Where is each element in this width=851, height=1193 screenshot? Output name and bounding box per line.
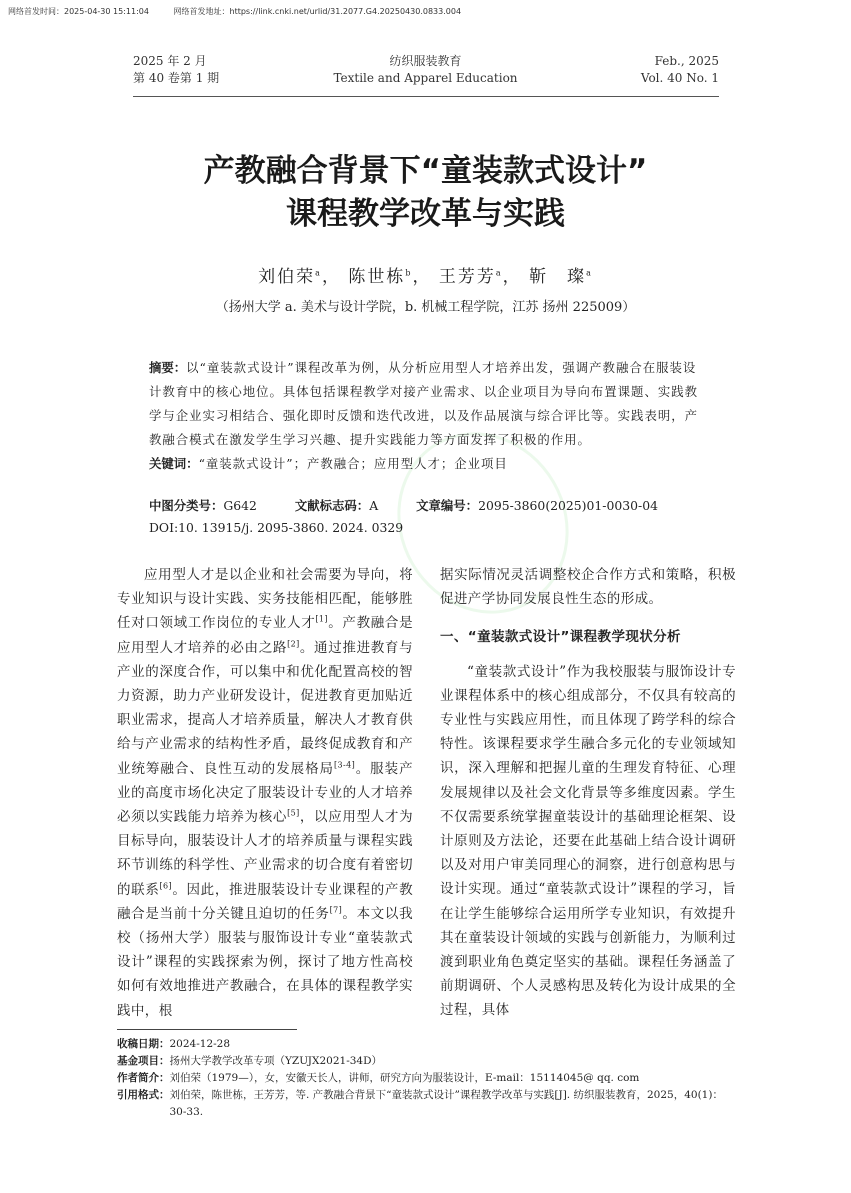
- keywords: [149, 452, 701, 476]
- header-date-cn: 2025 年 2 月: [133, 54, 207, 68]
- author-separator: ，: [502, 267, 522, 287]
- online-url: 网络首发地址：https://link.cnki.net/urlid/31.2077.G4.20250430.0833.004: [173, 7, 462, 16]
- body-text: 。因此，推进服装设计专业课程的产教融合是当前十分关键且迫切的任务: [117, 881, 413, 922]
- footnote-rule: [117, 1029, 297, 1030]
- citation-ref[interactable]: [1]: [315, 614, 328, 624]
- citation-ref[interactable]: [5]: [287, 808, 300, 818]
- title-line-1: 产教融合背景下“童装款式设计”: [203, 153, 648, 189]
- footnote-author: [117, 1070, 737, 1087]
- header-volume-cn: 第 40 卷第 1 期: [133, 71, 220, 85]
- citation-ref[interactable]: [6]: [159, 881, 173, 891]
- body-paragraph: “童装款式设计”作为我校服装与服饰设计专业课程体系中的核心组成部分，不仅具有较高的专业性与实践应用性，而且体现了跨学科的综合特性。该课程要求学生融合多元化的专业领域知识，深入理解和把握儿童的生理发育特征、心理发展规律以及社会文化背景等多维度因素。学生不仅需要系统掌握童装设计的基础理论框架、设计原则及方法论，还要在此基础上结合设计调研以及对用户审美同理心的洞察，进行创意构思与设计实现。通过“童装款式设计”课程的学习，旨在让学生能够综合运用所学专业知识，有效提升其在童装设计领域的实践与创新能力，为顺利过渡到职业角色奠定坚实的基础。课程任务涵盖了前期调研、个人灵感构思及转化为设计成果的全过程，具体: [440, 663, 736, 1019]
- body-paragraph: [117, 563, 413, 1023]
- paper-title: [0, 150, 851, 236]
- footnote-value: 刘伯荣，陈世栋，王芳芳，等. 产教融合背景下“童装款式设计”课程教学改革与实践[J]. 纺织服装教育，2025，40(1)：30-33.: [169, 1089, 723, 1118]
- journal-name-en: Textile and Apparel Education: [333, 71, 518, 85]
- header-center: [0, 53, 851, 87]
- header-volume-en: Vol. 40 No. 1: [640, 71, 719, 85]
- header-right: [641, 53, 719, 87]
- body-column-left: [117, 563, 413, 1023]
- article-no-value: 2095-3860(2025)01-0030-04: [478, 498, 658, 513]
- body-text: 应用型人才是以企业和社会需要为导向，将专业知识与设计实践、实务技能相匹配，能够胜任对口领域工作岗位的专业人才: [117, 567, 413, 632]
- footnotes: [117, 1036, 737, 1121]
- author-affil-mark: a: [315, 268, 322, 278]
- doc-code-value: A: [369, 498, 379, 513]
- classification-row: [149, 495, 709, 517]
- footnote-value: 扬州大学教学改革专项（YZUJX2021-34D）: [169, 1055, 383, 1067]
- online-publication-info: [8, 6, 483, 17]
- footnote-label: 基金项目：: [117, 1055, 170, 1067]
- doc-code-label: 文献标志码：: [294, 498, 370, 513]
- author-name: 刘伯荣: [258, 267, 316, 287]
- footnote-label: 收稿日期：: [117, 1038, 170, 1050]
- abstract-block: [149, 356, 701, 476]
- author-name: 靳 璨: [529, 267, 587, 287]
- footnote-value: 2024-12-28: [169, 1038, 231, 1050]
- author-name: 陈世栋: [348, 267, 406, 287]
- author-affil-mark: a: [495, 268, 503, 278]
- article-no-label: 文章编号：: [416, 498, 479, 513]
- clc-value: G642: [223, 498, 257, 513]
- author-list: [0, 262, 851, 287]
- body-text: ，以应用型人才为目标导向，服装设计人才的培养质量与课程实践环节训练的科学性、产业需求的切合度有着密切的联系: [117, 809, 413, 898]
- citation-ref[interactable]: [3-4]: [334, 760, 356, 770]
- abstract: [149, 356, 701, 452]
- affiliation: （扬州大学 a. 美术与设计学院，b. 机械工程学院，江苏 扬州 225009）: [215, 300, 636, 315]
- footnote-received: [117, 1036, 737, 1053]
- section-heading: 一、“童装款式设计”课程教学现状分析: [440, 629, 681, 646]
- body-text: 。本文以我校（扬州大学）服装与服饰设计专业“童装款式设计”课程的实践探索为例，探讨了地方性高校如何有效地推进产教融合，在具体的课程教学实践中，根: [117, 905, 414, 1019]
- citation-ref[interactable]: [7]: [329, 905, 343, 915]
- citation-ref[interactable]: [2]: [287, 639, 300, 649]
- abstract-label: 摘要：: [149, 360, 187, 375]
- body-column-right: [440, 563, 736, 1023]
- body-paragraph-continued: 据实际情况灵活调整校企合作方式和策略，积极促进产学协同发展良性生态的形成。: [440, 567, 736, 608]
- footnote-label: 引用格式：: [117, 1089, 170, 1101]
- footnote-citation: [117, 1087, 737, 1121]
- journal-name-cn: 纺织服装教育: [389, 54, 462, 68]
- footnote-label: 作者简介：: [117, 1072, 170, 1084]
- clc-label: 中图分类号：: [149, 498, 224, 513]
- title-line-2: 课程教学改革与实践: [286, 196, 565, 232]
- header-date-en: Feb., 2025: [654, 54, 719, 68]
- online-time: 网络首发时间：2025-04-30 15:11:04: [8, 7, 149, 16]
- author-name: 王芳芳: [438, 267, 496, 287]
- body-text: 。产教融合是应用型人才培养的必由之路: [117, 615, 413, 656]
- author-affil-mark: a: [586, 268, 593, 278]
- body-text: 。服装产业的高度市场化决定了服装设计专业的人才培养必须以实践能力培养为核心: [117, 760, 413, 826]
- footnote-fund: [117, 1053, 737, 1070]
- footnote-value: 刘伯荣（1979—），女，安徽天长人，讲师，研究方向为服装设计，E-mail：15114045@ qq. com: [169, 1072, 640, 1084]
- keywords-text: “童装款式设计”；产教融合；应用型人才；企业项目: [198, 456, 508, 471]
- keywords-label: 关键词：: [149, 456, 199, 471]
- abstract-text: 以“童装款式设计”课程改革为例，从分析应用型人才培养出发，强调产教融合在服装设计教育中的核心地位。具体包括课程教学对接产业需求、以企业项目为导向布置课题、实践教学与企业实习相结合、强化即时反馈和迭代改进，以及作品展演与综合评比等。实践表明，产教融合模式在激发学生学习兴趣、提升实践能力等方面发挥了积极的作用。: [149, 360, 699, 447]
- header-rule: [133, 96, 719, 97]
- doi: DOI:10. 13915/j. 2095-3860. 2024. 0329: [149, 520, 404, 535]
- body-text: 。通过推进教育与产业的深度合作，可以集中和优化配置高校的智力资源，助力产业研发设计，促进教育更加贴近职业需求，提高人才培养质量，解决人才教育供给与产业需求的结构性矛盾，最终促成教育和产业统筹融合、良性互动的发展格局: [117, 639, 413, 777]
- author-affil-mark: b: [405, 268, 413, 278]
- author-separator: ，: [321, 267, 341, 287]
- author-separator: ，: [412, 267, 432, 287]
